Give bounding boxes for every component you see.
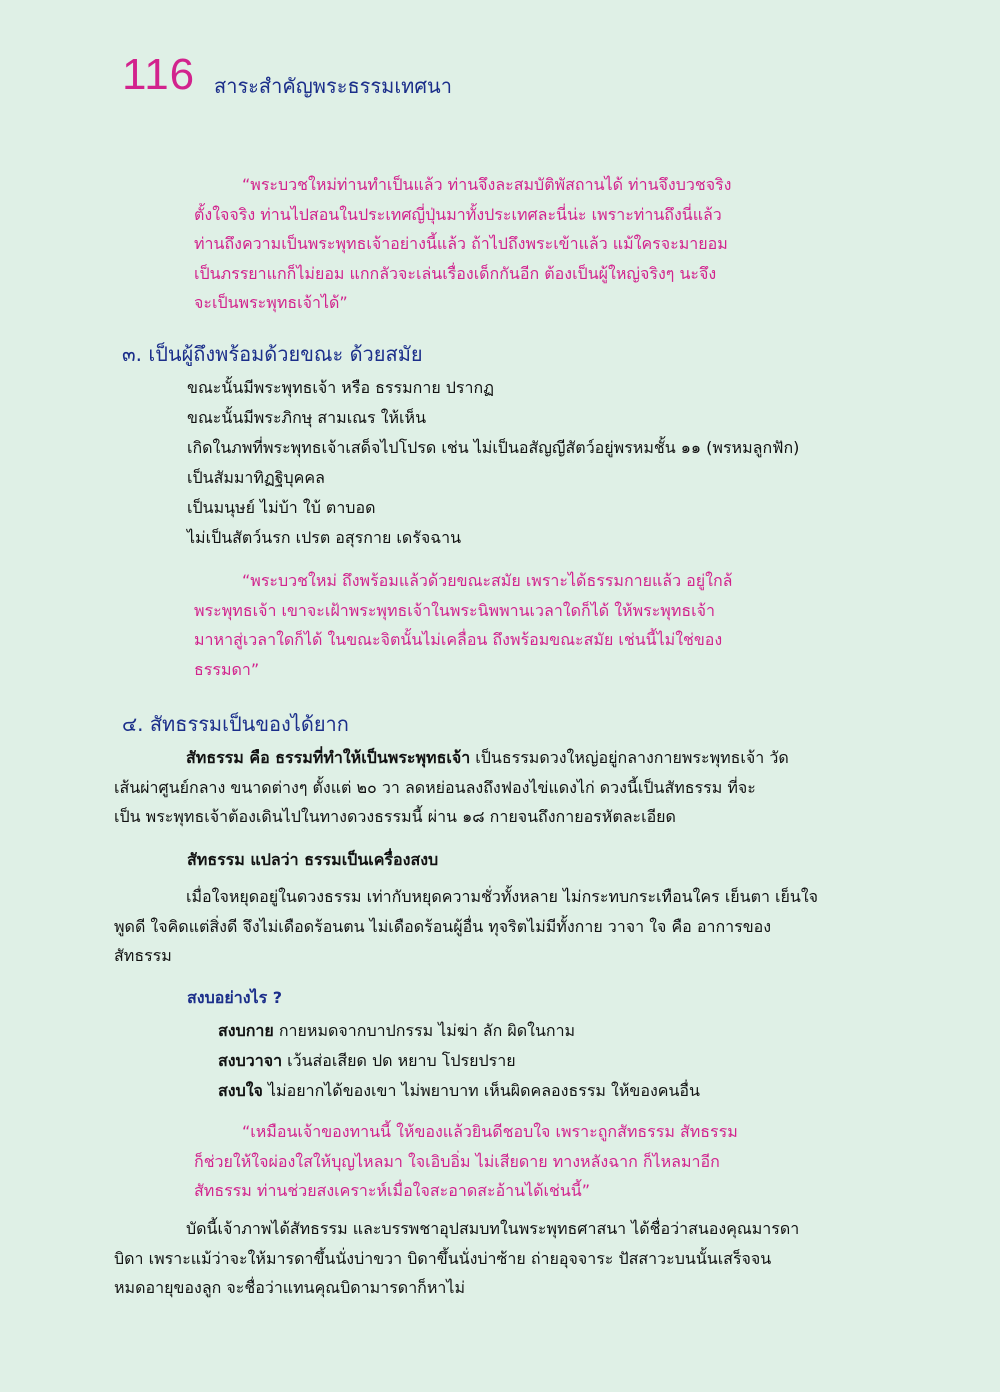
paragraph-line: เมื่อใจหยุดอยู่ในดวงธรรม เท่ากับหยุดความชั่วทั้งหลาย ไม่กระทบกระเทือนใคร เย็นตา เย็นใจ (186, 887, 819, 906)
paragraph-line: เป็น พระพุทธเจ้าต้องเดินไปในทางดวงธรรมนี้ ผ่าน ๑๘ กายจนถึงกายอรหัตละเอียด (114, 807, 676, 827)
calm-item-text: กายหมดจากบาปกรรม ไม่ฆ่า ลัก ผิดในกาม (273, 1021, 576, 1040)
quote-line: เป็นภรรยาแกก็ไม่ยอม แกกลัวจะเล่นเรื่องเด็กกันอีก ต้องเป็นผู้ใหญ่จริงๆ นะจึง (194, 263, 717, 283)
quote-line: ธรรมดา” (194, 659, 260, 679)
quote-line: ท่านถึงความเป็นพระพุทธเจ้าอย่างนี้แล้ว ถ้าไปถึงพระเข้าแล้ว แม้ใครจะมายอม (194, 234, 728, 254)
final-paragraph (114, 1214, 852, 1303)
quote-line: “พระบวชใหม่ท่านทำเป็นแล้ว ท่านจึงละสมบัติพัสถานได้ ท่านจึงบวชจริง (242, 175, 732, 194)
list-item: ขณะนั้นมีพระพุทธเจ้า หรือ ธรรมกาย ปรากฏ (187, 378, 494, 397)
quote-1 (194, 170, 784, 318)
list-item: เป็นสัมมาทิฏฐิบุคคล (187, 468, 325, 487)
section-4-heading: ๔. สัทธรรมเป็นของได้ยาก (122, 712, 349, 736)
list-item: ขณะนั้นมีพระภิกษุ สามเณร ให้เห็น (187, 408, 426, 427)
quote-line: ก็ช่วยให้ใจผ่องใสให้บุญไหลมา ใจเอิบอิ่ม ไม่เสียดาย ทางหลังฉาก ก็ไหลมาอีก (194, 1151, 720, 1171)
quote-line: พระพุทธเจ้า เขาจะเฝ้าพระพุทธเจ้าในพระนิพพานเวลาใดก็ได้ ให้พระพุทธเจ้า (194, 600, 715, 620)
paragraph-line: เส้นผ่าศูนย์กลาง ขนาดต่างๆ ตั้งแต่ ๒๐ วา ลดหย่อนลงถึงฟองไข่แดงไก่ ดวงนี้เป็นสัทธรรม ที่จะ (114, 777, 756, 797)
quote-2 (194, 566, 784, 684)
list-item: เป็นมนุษย์ ไม่บ้า ใบ้ ตาบอด (187, 498, 376, 517)
calm-item-text: เว้นส่อเสียด ปด หยาบ โปรยปราย (282, 1051, 516, 1070)
quote-line: จะเป็นพระพุทธเจ้าได้” (194, 293, 348, 313)
quote-line: สัทธรรม ท่านช่วยสงเคราะห์เมื่อใจสะอาดสะอ้านได้เช่นนี้” (194, 1181, 591, 1201)
section-4-paragraph-1 (114, 743, 852, 832)
paragraph-line: บิดา เพราะแม้ว่าจะให้มารดาขึ้นนั่งบ่าขวา บิดาขึ้นนั่งบ่าซ้าย ถ่ายอุจจาระ ปัสสาวะบนนั้นเสร็จจน (114, 1248, 772, 1268)
paragraph-line: พูดดี ใจคิดแต่สิ่งดี จึงไม่เดือดร้อนตน ไม่เดือดร้อนผู้อื่น ทุจริตไม่มีทั้งกาย วาจา ใจ คือ อาการของ (114, 916, 772, 936)
paragraph-text: เป็นธรรมดวงใหญ่อยู่กลางกายพระพุทธเจ้า วัด (470, 748, 789, 767)
paragraph-line (114, 743, 852, 773)
calm-item (218, 1076, 700, 1106)
section-3-list (187, 373, 799, 553)
quote-line: มาหาสู่เวลาใดก็ได้ ในขณะจิตนั้นไม่เคลื่อน ถึงพร้อมขณะสมัย เช่นนี้ไม่ใช่ของ (194, 630, 723, 650)
saddhamma-meaning-subheading: สัทธรรม แปลว่า ธรรมเป็นเครื่องสงบ (187, 850, 439, 869)
quote-line: “พระบวชใหม่ ถึงพร้อมแล้วด้วยขณะสมัย เพราะได้ธรรมกายแล้ว อยู่ใกล้ (242, 571, 733, 590)
calm-item-term: สงบกาย (218, 1021, 274, 1040)
calm-item (218, 1046, 700, 1076)
book-title: สาระสำคัญพระธรรมเทศนา (214, 74, 452, 98)
paragraph-line: บัดนี้เจ้าภาพได้สัทธรรม และบรรพชาอุปสมบทในพระพุทธศาสนา ได้ชื่อว่าสนองคุณมารดา (186, 1219, 800, 1238)
page-number: 116 (122, 50, 196, 99)
calm-item-term: สงบใจ (218, 1081, 263, 1100)
how-calm-question: สงบอย่างไร ? (187, 988, 283, 1007)
paragraph-line: สัทธรรม (114, 946, 172, 966)
list-item: เกิดในภพที่พระพุทธเจ้าเสด็จไปโปรด เช่น ไม่เป็นอสัญญีสัตว์อยู่พรหมชั้น ๑๑ (พรหมลูกฟัก) (187, 438, 800, 457)
calm-items-list (218, 1016, 700, 1106)
calm-item-text: ไม่อยากได้ของเขา ไม่พยาบาท เห็นผิดคลองธรรม ให้ของคนอื่น (262, 1081, 700, 1100)
list-item: ไม่เป็นสัตว์นรก เปรต อสุรกาย เดรัจฉาน (187, 528, 462, 547)
section-3-heading: ๓. เป็นผู้ถึงพร้อมด้วยขณะ ด้วยสมัย (122, 342, 423, 366)
quote-line: ตั้งใจจริง ท่านไปสอนในประเทศญี่ปุ่นมาทั้งประเทศละนี่น่ะ เพราะท่านถึงนี่แล้ว (194, 204, 722, 224)
calm-item-term: สงบวาจา (218, 1051, 283, 1070)
quote-3 (194, 1117, 784, 1206)
saddhamma-definition: สัทธรรม คือ ธรรมที่ทำให้เป็นพระพุทธเจ้า (186, 748, 471, 767)
calm-item (218, 1016, 700, 1046)
paragraph-line: หมดอายุของลูก จะชื่อว่าแทนคุณบิดามารดาก็หาไม่ (114, 1278, 465, 1298)
quote-line: “เหมือนเจ้าของทานนี้ ให้ของแล้วยินดีชอบใจ เพราะถูกสัทธรรม สัทธรรม (242, 1122, 738, 1141)
section-4-paragraph-2 (114, 882, 852, 971)
